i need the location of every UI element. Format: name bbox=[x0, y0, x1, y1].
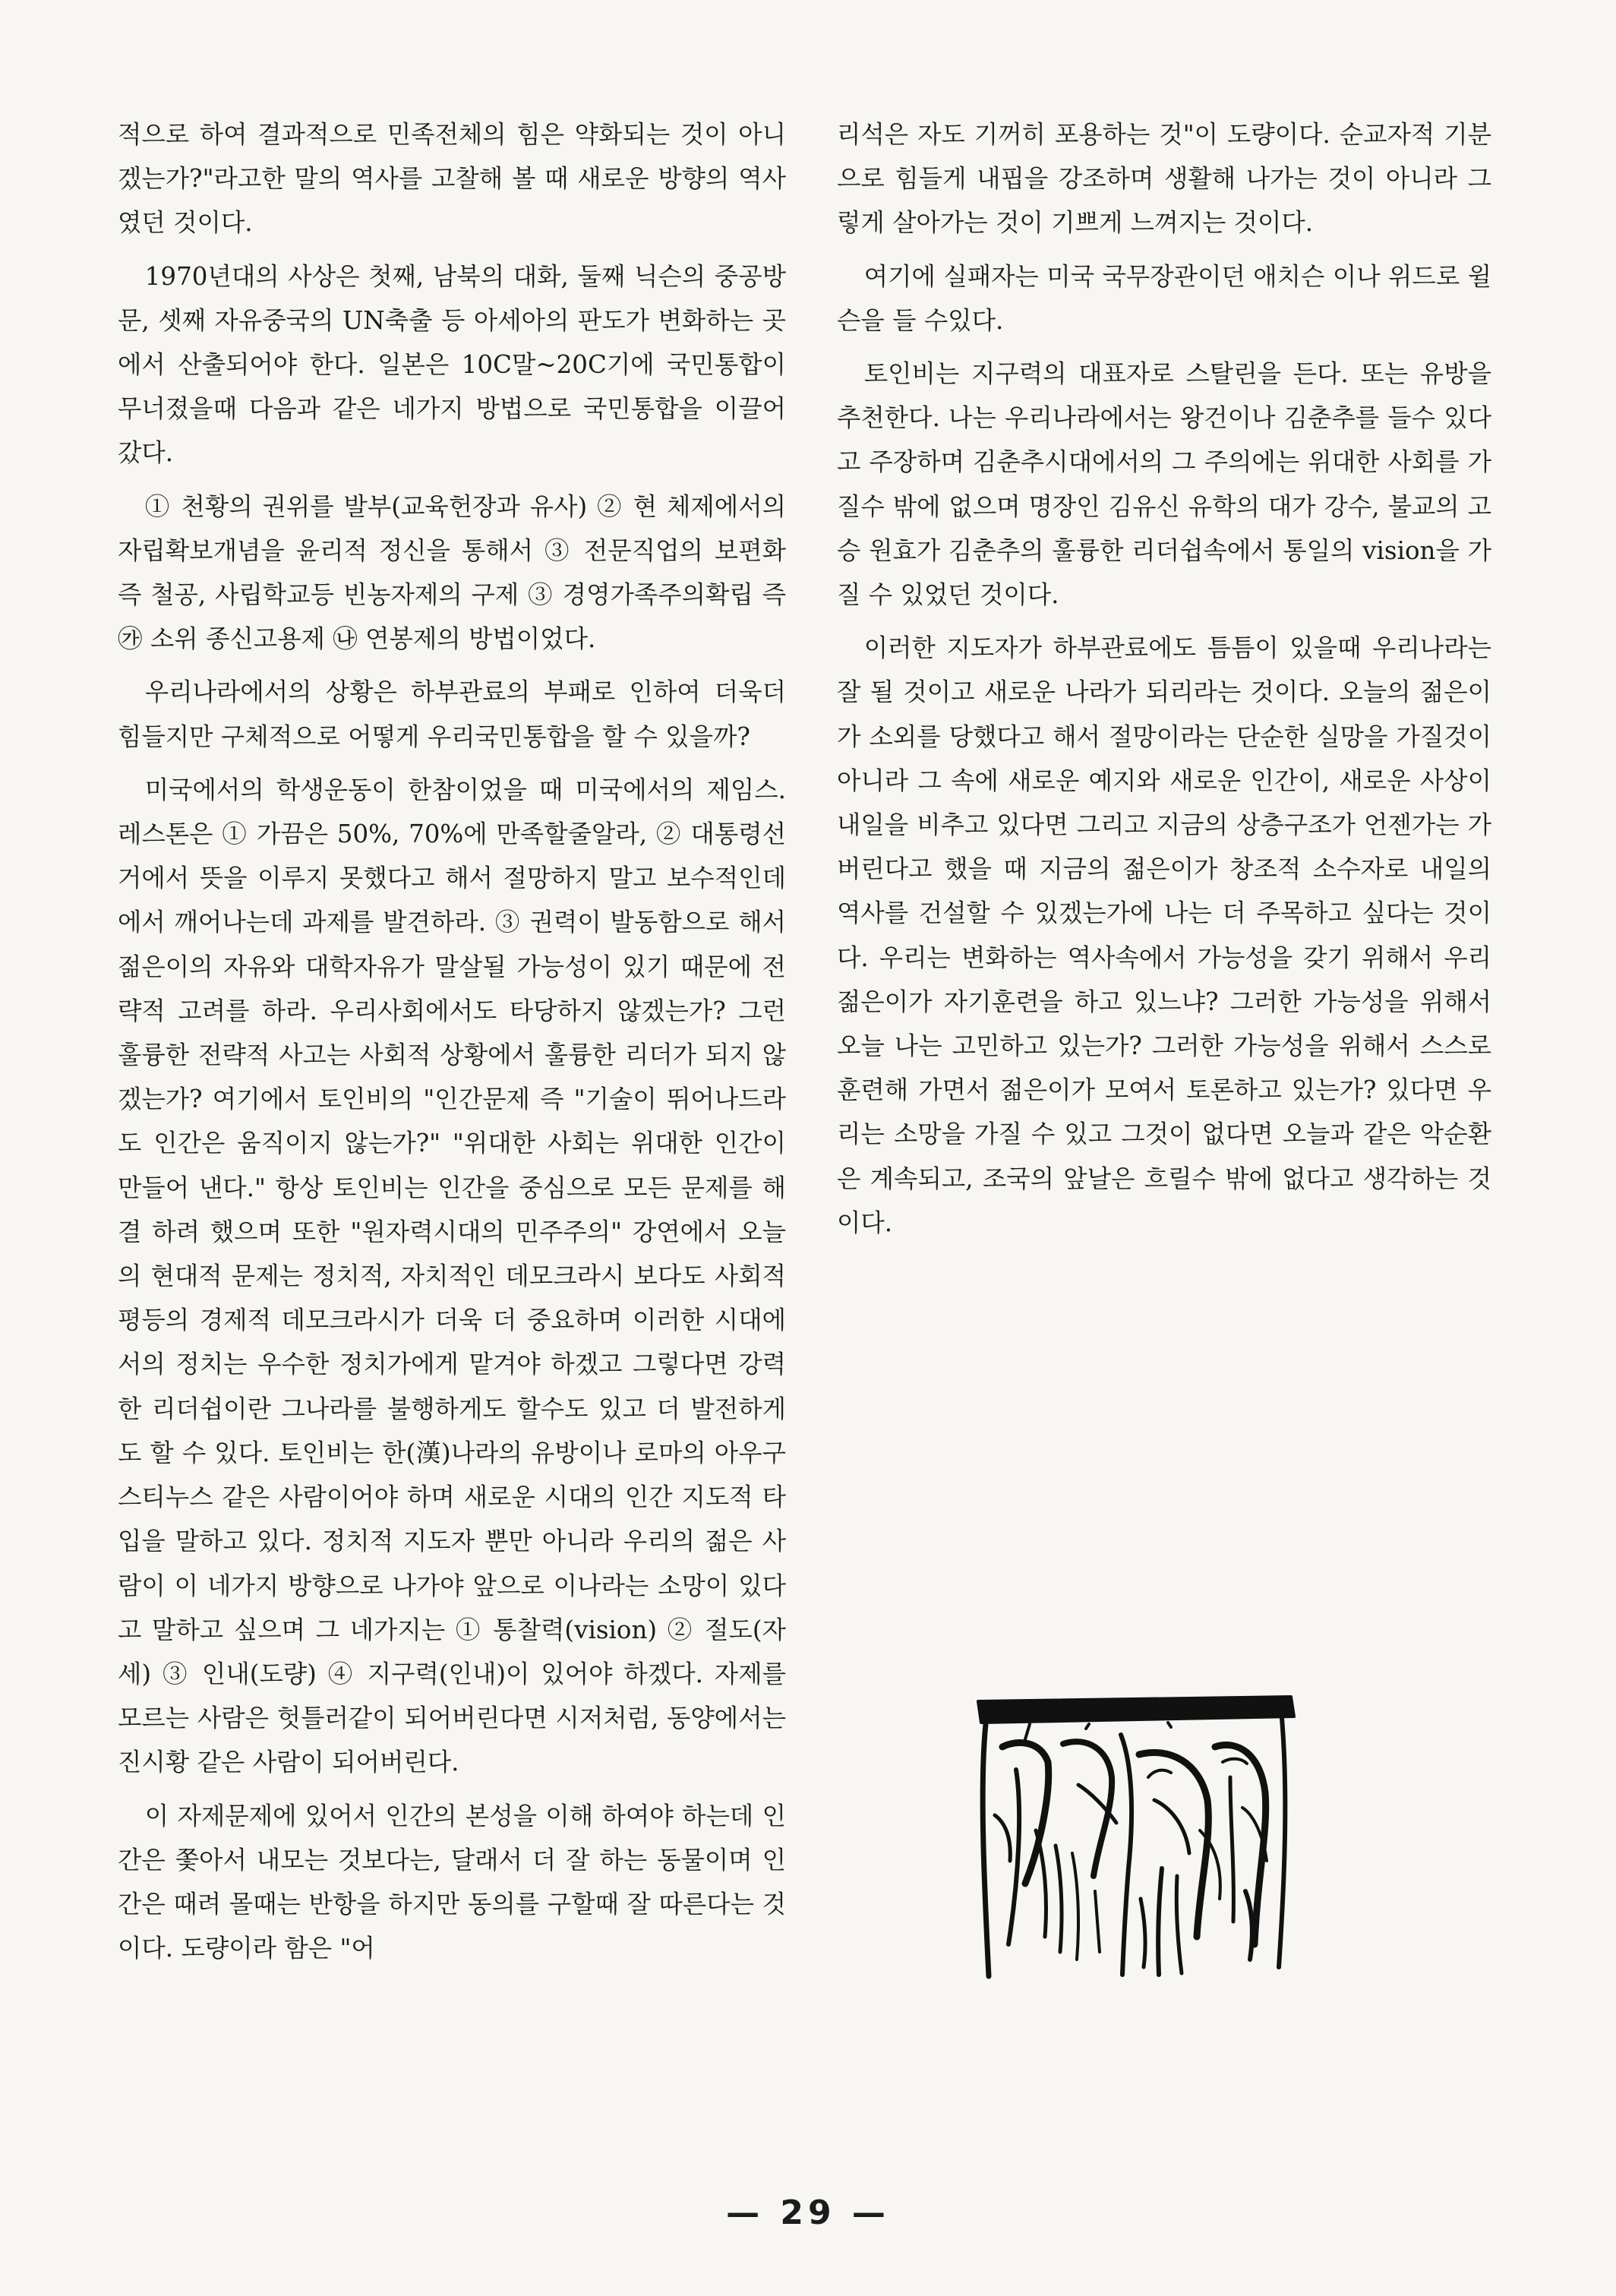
paragraph: 1970년대의 사상은 첫째, 남북의 대화, 둘째 닉슨의 중공방문, 셋째 자유중국의 UN축출 등 아세아의 판도가 변화하는 곳에서 산출되어야 한다. 일본은 10C말~20C기에 국민통합이 무너졌을때 다음과 같은 네가지 방법으로 국민통합을 이끌어 갔다. bbox=[118, 261, 786, 468]
paragraph: 여기에 실패자는 미국 국무장관이던 애치슨 이나 위드로 윌슨을 들 수있다. bbox=[837, 261, 1491, 335]
paragraph: 이러한 지도자가 하부관료에도 틈틈이 있을때 우리나라는 잘 될 것이고 새로운 나라가 되리라는 것이다. 오늘의 젊은이가 소외를 당했다고 해서 절망이라는 단순한 실망을 가질것이 아니라 그 속에 새로운 예지와 새로운 인간이, 새로운 사상이 내일을 비추고 있다면 그리고 지금의 상층구조가 언젠가는 가버린다고 했을 때 지금의 젊은이가 창조적 소수자로 내일의 역사를 건설할 수 있겠는가에 나는 더 주목하고 싶다는 것이다. 우리는 변화하는 역사속에서 가능성을 갖기 위해서 우리 젊은이가 자기훈련을 하고 있느냐? 그러한 가능성을 위해서 오늘 나는 고민하고 있는가? 그러한 가능성을 위해서 스스로 훈련해 가면서 젊은이가 모여서 토론하고 있는가? 있다면 우리는 소망을 가질 수 있고 그것이 없다면 오늘과 같은 악순환은 계속되고, 조국의 앞날은 흐릴수 밖에 없다고 생각하는 것이다. bbox=[837, 633, 1491, 1237]
paragraph: 리석은 자도 기꺼히 포용하는 것"이 도량이다. 순교자적 기분으로 힘들게 내핍을 강조하며 생활해 나가는 것이 아니라 그렇게 살아가는 것이 기쁘게 느껴지는 것이다. bbox=[837, 120, 1491, 238]
page-number: — 29 — bbox=[726, 2193, 890, 2232]
paragraph: 미국에서의 학생운동이 한참이었을 때 미국에서의 제임스. 레스톤은 ① 가끔은 50%, 70%에 만족할줄알라, ② 대통령선거에서 뜻을 이루지 못했다고 해서 절망하지 말고 보수적인데에서 깨어나는데 과제를 발견하라. ③ 권력이 발동함으로 해서 젊은이의 자유와 대학자유가 말살될 가능성이 있기 때문에 전략적 고려를 하라. 우리사회에서도 타당하지 않겠는가? 그런 훌륭한 전략적 사고는 사회적 상황에서 훌륭한 리더가 되지 않겠는가? 여기에서 토인비의 "인간문제 즉 "기술이 뛰어나드라도 인간은 움직이지 않는가?" "위대한 사회는 위대한 인간이 만들어 낸다." 항상 토인비는 인간을 중심으로 모든 문제를 해결 하려 했으며 또한 "원자력시대의 민주주의" 강연에서 오늘의 현대적 문제는 정치적, 자치적인 데모크라시 보다도 사회적 평등의 경제적 데모크라시가 더욱 더 중요하며 이러한 시대에서의 정치는 우수한 정치가에게 맡겨야 하겠고 그렇다면 강력한 리더쉽이란 그나라를 불행하게도 할수도 있고 더 발전하게도 할 수 있다. 토인비는 한(漢)나라의 유방이나 로마의 아우구스티누스 같은 사람이어야 하며 새로운 시대의 인간 지도적 타입을 말하고 있다. 정치적 지도자 뿐만 아니라 우리의 젊은 사람이 이 네가지 방향으로 나가야 앞으로 이나라는 소망이 있다고 말하고 싶으며 그 네가지는 ① 통찰력(vision) ② 절도(자세) ③ 인내(도량) ④ 지구력(인내)이 있어야 하겠다. 자제를 모르는 사람은 헛틀러같이 되어버린다면 시저처럼, 동양에서는 진시황 같은 사람이 되어버린다. bbox=[118, 775, 786, 1777]
ink-sketch-figures-illustration bbox=[972, 1694, 1299, 1990]
paragraph: ① 천황의 권위를 발부(교육헌장과 유사) ② 현 체제에서의 자립확보개념을 윤리적 정신을 통해서 ③ 전문직업의 보편화 즉 철공, 사립학교등 빈농자제의 구제 ③ 경영가족주의확립 즉 ㉮ 소위 종신고용제 ㉯ 연봉제의 방법이었다. bbox=[118, 491, 786, 654]
paragraph: 우리나라에서의 상황은 하부관료의 부패로 인하여 더욱더 힘들지만 구체적으로 어떻게 우리국민통합을 할 수 있을까? bbox=[118, 677, 786, 751]
right-text-column bbox=[837, 112, 1491, 1254]
paragraph: 적으로 하여 결과적으로 민족전체의 힘은 약화되는 것이 아니겠는가?"라고한 말의 역사를 고찰해 볼 때 새로운 방향의 역사였던 것이다. bbox=[118, 120, 786, 238]
left-text-column bbox=[118, 112, 786, 1979]
paragraph: 이 자제문제에 있어서 인간의 본성을 이해 하여야 하는데 인간은 쫓아서 내모는 것보다는, 달래서 더 잘 하는 동물이며 인간은 때려 몰때는 반항을 하지만 동의를 구할때 잘 따른다는 것이다. 도량이라 함은 "어 bbox=[118, 1801, 786, 1963]
paragraph: 토인비는 지구력의 대표자로 스탈린을 든다. 또는 유방을 추천한다. 나는 우리나라에서는 왕건이나 김춘추를 들수 있다고 주장하며 김춘추시대에서의 그 주의에는 위대한 사회를 가질수 밖에 없으며 명장인 김유신 유학의 대가 강수, 불교의 고승 원효가 김춘추의 훌륭한 리더쉽속에서 통일의 vision을 가질 수 있었던 것이다. bbox=[837, 359, 1491, 610]
